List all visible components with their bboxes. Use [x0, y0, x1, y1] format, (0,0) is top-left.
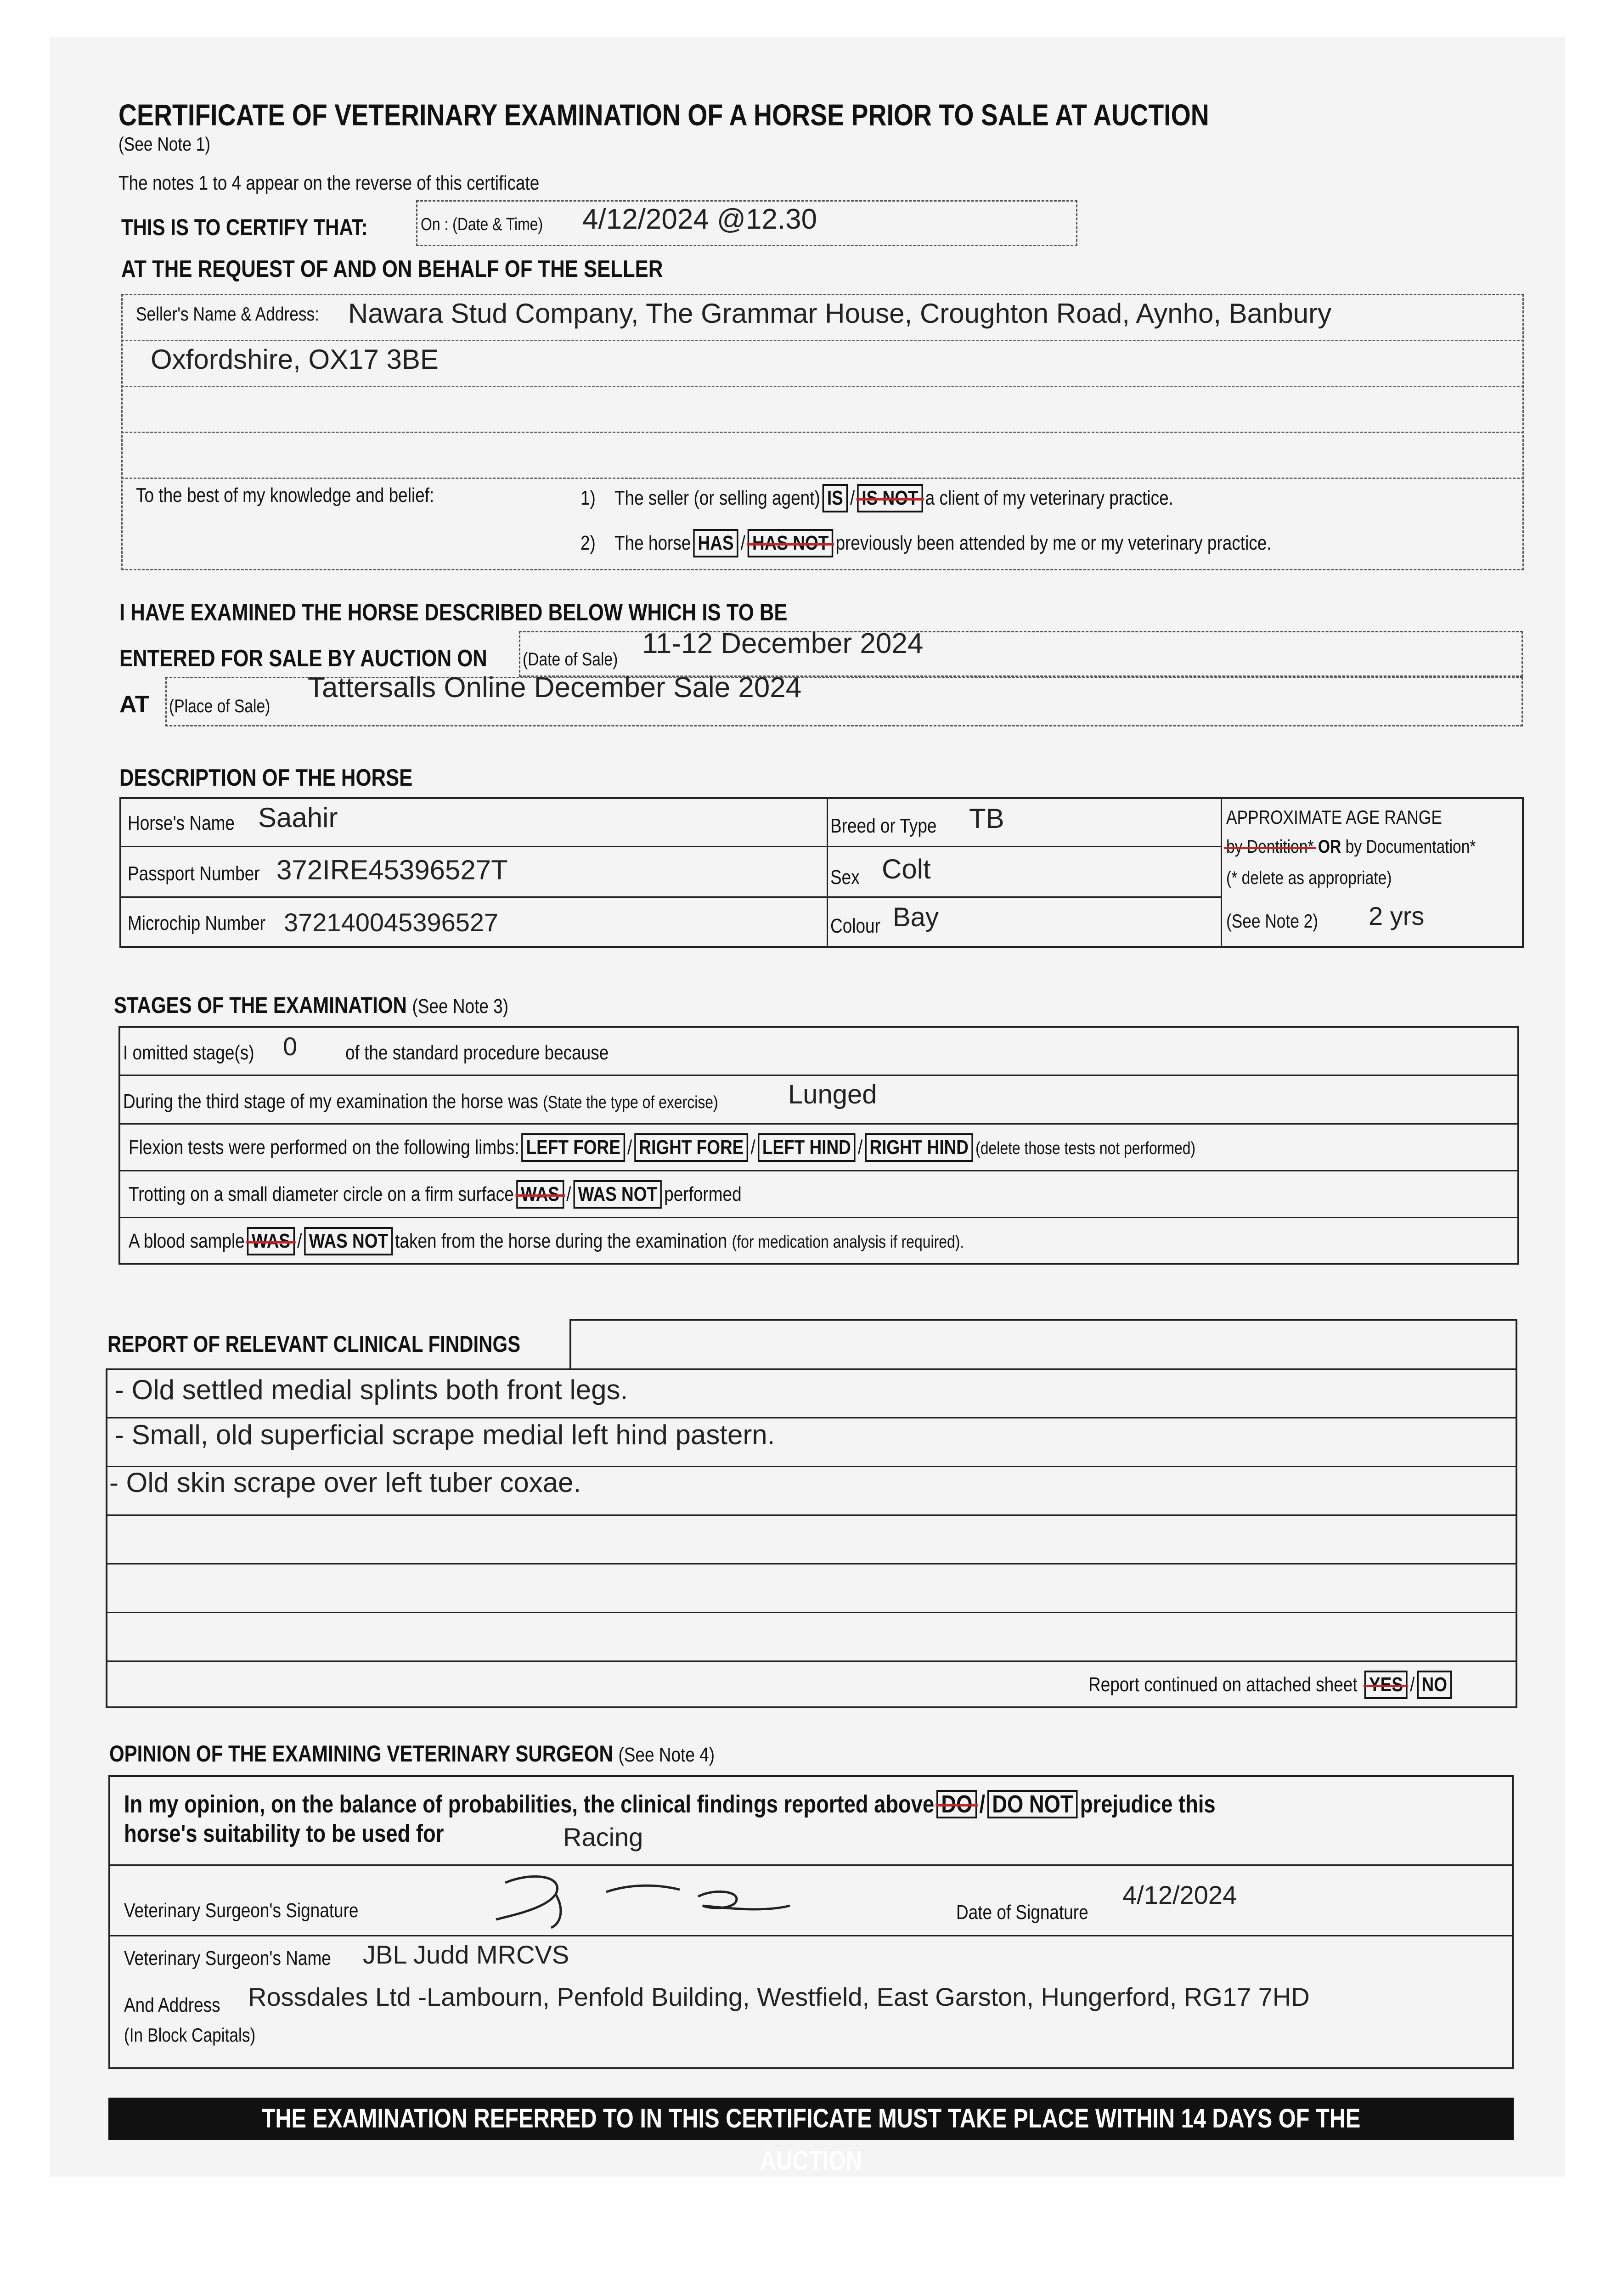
seller-address-line-2: Oxfordshire, OX17 3BE: [151, 344, 439, 375]
vet-address-value: Rossdales Ltd -Lambourn, Penfold Building, Westfield, East Garston, Hungerford, RG17 7HD: [248, 1982, 1310, 2011]
footer-banner: THE EXAMINATION REFERRED TO IN THIS CERTIFICATE MUST TAKE PLACE WITHIN 14 DAYS OF THE AUCTION: [108, 2098, 1514, 2140]
suitability-value: Racing: [563, 1823, 643, 1851]
age-see-note: (See Note 2): [1226, 910, 1319, 932]
place-of-sale-value: Tattersalls Online December Sale 2024: [308, 672, 802, 703]
age-value: 2 yrs: [1369, 901, 1425, 930]
date-time-label: On : (Date & Time): [421, 215, 543, 234]
signature-image: [487, 1869, 817, 1929]
colour-value: Bay: [893, 902, 939, 932]
seller-label: Seller's Name & Address:: [136, 303, 319, 325]
sex-value: Colt: [882, 854, 931, 884]
flexion-row: Flexion tests were performed on the following limbs: LEFT FORE / RIGHT FORE / LEFT HIND / RIGHT HIND (delete those tests not performed): [129, 1133, 1399, 1162]
date-of-sale-value: 11-12 December 2024: [642, 628, 924, 659]
sex-label: Sex: [830, 866, 860, 889]
report-header-box: [569, 1319, 1517, 1370]
third-stage-value: Lunged: [788, 1080, 877, 1109]
opinion-statement: In my opinion, on the balance of probabilities, the clinical findings reported above DO / DO NOT prejudice this: [124, 1790, 1216, 1818]
report-continued: Report continued on attached sheet YES / NO: [1088, 1671, 1524, 1699]
passport-value: 372IRE45396527T: [276, 855, 508, 885]
title-note: (See Note 1): [118, 133, 211, 155]
notes-line: The notes 1 to 4 appear on the reverse of this certificate: [118, 172, 540, 194]
date-of-signature-label: Date of Signature: [956, 1901, 1088, 1924]
third-stage-row: During the third stage of my examination the horse was (State the type of exercise): [123, 1090, 718, 1113]
omitted-stages-value: 0: [283, 1032, 298, 1061]
age-delete-note: (* delete as appropriate): [1226, 868, 1392, 888]
passport-label: Passport Number: [128, 862, 260, 885]
finding-3: - Old skin scrape over left tuber coxae.: [109, 1467, 581, 1498]
seller-address-line-1: Nawara Stud Company, The Grammar House, Croughton Road, Aynho, Banbury: [348, 298, 1332, 329]
date-of-signature-value: 4/12/2024: [1122, 1880, 1237, 1909]
trotting-row: Trotting on a small diameter circle on a firm surface WAS / WAS NOT performed: [129, 1180, 858, 1209]
breed-label: Breed or Type: [830, 815, 937, 837]
page-title: CERTIFICATE OF VETERINARY EXAMINATION OF A HORSE PRIOR TO SALE AT AUCTION: [118, 98, 1209, 132]
place-of-sale-label: (Place of Sale): [169, 696, 270, 716]
examined-label: I HAVE EXAMINED THE HORSE DESCRIBED BELOW WHICH IS TO BE: [119, 599, 788, 626]
finding-1: - Old settled medial splints both front legs.: [115, 1374, 628, 1405]
microchip-value: 372140045396527: [284, 908, 499, 937]
omitted-stages-post: of the standard procedure because: [345, 1041, 609, 1064]
finding-2: - Small, old superficial scrape medial left hind pastern.: [115, 1419, 775, 1450]
date-time-value: 4/12/2024 @12.30: [582, 203, 817, 235]
description-heading: DESCRIPTION OF THE HORSE: [119, 765, 413, 791]
horse-name-value: Saahir: [258, 802, 338, 833]
certify-label: THIS IS TO CERTIFY THAT:: [121, 214, 368, 240]
suitability-label: horse's suitability to be used for: [124, 1820, 444, 1847]
vet-name-value: JBL Judd MRCVS: [363, 1940, 569, 1969]
stages-heading: STAGES OF THE EXAMINATION (See Note 3): [114, 992, 509, 1018]
horse-name-label: Horse's Name: [128, 812, 235, 834]
signature-label: Veterinary Surgeon's Signature: [124, 1899, 359, 1922]
entered-label: ENTERED FOR SALE BY AUCTION ON: [119, 645, 487, 672]
opinion-heading: OPINION OF THE EXAMINING VETERINARY SURGEON (See Note 4): [109, 1741, 715, 1767]
statement-2: 2) The horse HAS / HAS NOT previously been attended by me or my veterinary practice.: [580, 529, 1403, 557]
block-capitals-note: (In Block Capitals): [124, 2024, 256, 2046]
colour-label: Colour: [830, 915, 880, 937]
age-method: by Dentition* OR by Documentation*: [1226, 837, 1476, 857]
request-label: AT THE REQUEST OF AND ON BEHALF OF THE SELLER: [121, 256, 663, 282]
at-label: AT: [119, 691, 150, 718]
omitted-stages-row: I omitted stage(s): [123, 1041, 254, 1064]
report-heading: REPORT OF RELEVANT CLINICAL FINDINGS: [107, 1331, 521, 1357]
knowledge-label: To the best of my knowledge and belief:: [136, 484, 434, 506]
breed-value: TB: [969, 803, 1004, 834]
age-range-heading: APPROXIMATE AGE RANGE: [1226, 806, 1442, 828]
microchip-label: Microchip Number: [128, 912, 265, 934]
date-of-sale-label: (Date of Sale): [523, 649, 618, 670]
blood-sample-row: A blood sample WAS / WAS NOT taken from the horse during the examination (for medication analysis if required).: [129, 1227, 1123, 1255]
statement-1: 1) The seller (or selling agent) IS / IS NOT a client of my veterinary practice.: [580, 484, 1286, 512]
vet-name-label: Veterinary Surgeon's Name: [124, 1947, 331, 1970]
address-label: And Address: [124, 1994, 220, 2016]
